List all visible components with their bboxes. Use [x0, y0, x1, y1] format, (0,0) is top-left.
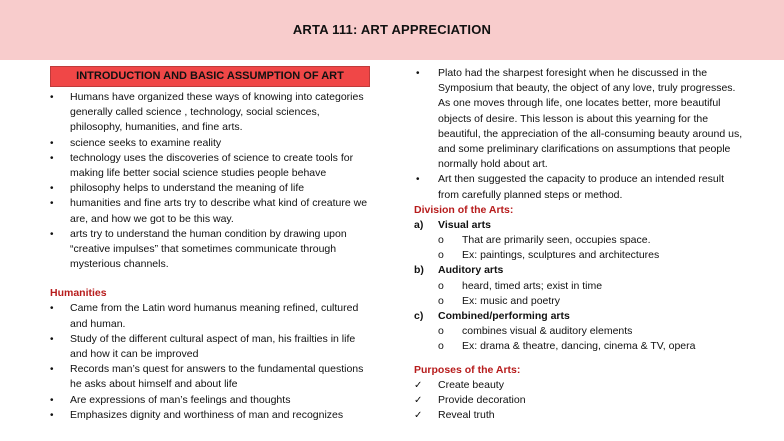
division-subitem-text: Ex: music and poetry: [462, 294, 561, 307]
list-item: • Art then suggested the capacity to produce an intended result from carefully planned steps or method.: [414, 172, 744, 202]
circle-bullet-icon: o: [438, 234, 444, 247]
list-item: • technology uses the discoveries of science to create tools for making life better social science studies people behave: [50, 151, 370, 181]
list-item: • Came from the Latin word humanus meaning refined, cultured and human.: [50, 301, 370, 331]
division-subitem: [414, 248, 744, 263]
checkmark-icon: ✓: [414, 379, 423, 391]
humanities-heading: Humanities: [50, 287, 107, 300]
purpose-text: Create beauty: [438, 378, 504, 391]
division-heading: Division of the Arts:: [414, 203, 514, 216]
circle-bullet-icon: o: [438, 279, 444, 292]
division-letter: b): [414, 264, 424, 277]
humanities-bullet-list: [50, 301, 370, 423]
checkmark-icon: ✓: [414, 394, 423, 406]
purposes-heading: Purposes of the Arts:: [414, 363, 521, 376]
circle-bullet-icon: o: [438, 325, 444, 338]
division-item: [414, 309, 744, 324]
list-item: • Records man’s quest for answers to the fundamental questions he asks about himself and about life: [50, 362, 370, 392]
page-title: ARTA 111: ART APPRECIATION: [292, 22, 492, 37]
circle-bullet-icon: o: [438, 294, 444, 307]
division-subitem: [414, 324, 744, 339]
division-subitem: [414, 279, 744, 294]
left-column: [50, 66, 370, 423]
division-subitem: [414, 294, 744, 309]
division-subitem-text: That are primarily seen, occupies space.: [462, 234, 651, 247]
list-item: • Emphasizes dignity and worthiness of man and recognizes: [50, 408, 370, 423]
plato-bullet-list: [414, 66, 744, 203]
division-subitem-text: Ex: drama & theatre, dancing, cinema & TV, opera: [462, 340, 696, 353]
division-list: [414, 218, 744, 355]
division-item: [414, 263, 744, 278]
division-letter: c): [414, 310, 424, 323]
purpose-text: Reveal truth: [438, 409, 495, 422]
list-item: • arts try to understand the human condition by drawing upon “creative impulses” that sometimes communicate through mysterious channels.: [50, 227, 370, 273]
purpose-item: [414, 378, 744, 393]
division-subitem-text: combines visual & auditory elements: [462, 325, 633, 338]
circle-bullet-icon: o: [438, 340, 444, 353]
right-column: [414, 66, 744, 423]
purpose-item: [414, 408, 744, 423]
division-subitem: [414, 339, 744, 354]
purposes-list: [414, 378, 744, 424]
list-item: • Humans have organized these ways of knowing into categories generally called science , technology, social sciences, philosophy, humanities, and fine arts.: [50, 90, 370, 136]
section-title-box: INTRODUCTION AND BASIC ASSUMPTION OF ART: [50, 66, 370, 87]
division-title: Visual arts: [438, 218, 491, 231]
division-subitem-text: heard, timed arts; exist in time: [462, 279, 603, 292]
list-item: • philosophy helps to understand the meaning of life: [50, 181, 370, 196]
list-item: • science seeks to examine reality: [50, 136, 370, 151]
purpose-item: [414, 393, 744, 408]
division-title: Auditory arts: [438, 264, 504, 277]
division-title: Combined/performing arts: [438, 310, 570, 323]
circle-bullet-icon: o: [438, 249, 444, 262]
division-item: [414, 218, 744, 233]
purpose-text: Provide decoration: [438, 393, 526, 406]
division-letter: a): [414, 218, 424, 231]
list-item: • Plato had the sharpest foresight when he discussed in the Symposium that beauty, the object of any love, truly progresses. As one moves through life, one locates better, more beautiful objects of desire. This lesson is about this yearning for the beautiful, the appreciation of the all-consuming beauty around us, and some preliminary clarifications on assumptions that people normally hold about art.: [414, 66, 744, 172]
checkmark-icon: ✓: [414, 410, 423, 422]
list-item: • Are expressions of man’s feelings and thoughts: [50, 393, 370, 408]
intro-bullet-list: [50, 90, 370, 272]
list-item: • humanities and fine arts try to describe what kind of creature we are, and how we got to be this way.: [50, 196, 370, 226]
list-item: • Study of the different cultural aspect of man, his frailties in life and how it can be improved: [50, 332, 370, 362]
division-subitem: [414, 233, 744, 248]
division-subitem-text: Ex: paintings, sculptures and architectures: [462, 249, 660, 262]
page-header: [0, 0, 784, 60]
